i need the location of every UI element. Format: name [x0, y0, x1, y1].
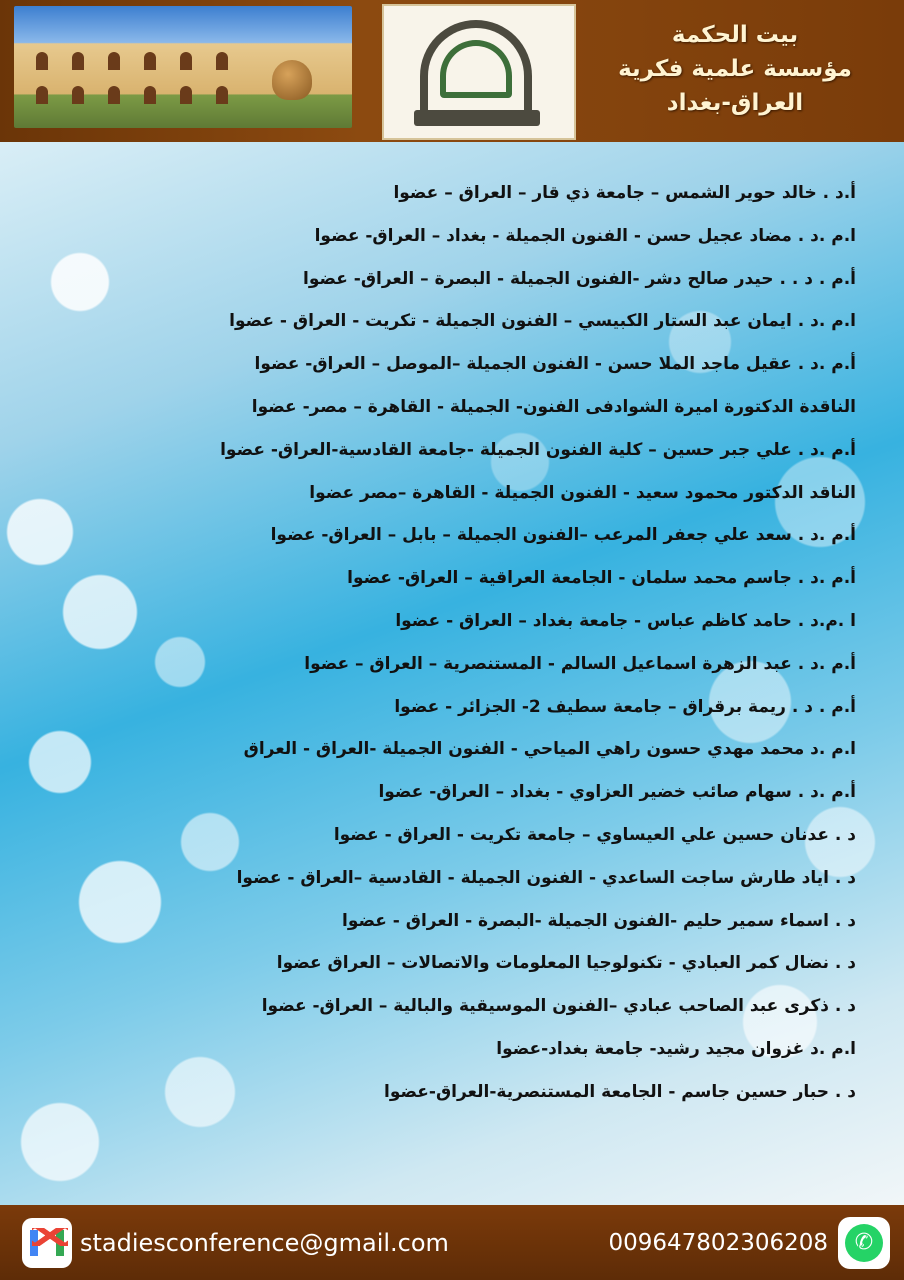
member-item: أ.د . خالد حوير الشمس – جامعة ذي قار – العراق – عضوا: [393, 183, 856, 203]
member-item: أ.م . د . . حيدر صالح دشر -الفنون الجميلة - البصرة – العراق- عضوا: [303, 268, 856, 289]
building-photo: [14, 6, 352, 128]
member-item: أ.م .د . سعد علي جعفر المرعب –الفنون الجميلة – بابل – العراق- عضوا: [270, 525, 856, 546]
phone-number[interactable]: 009647802306208: [608, 1230, 828, 1256]
members-panel: [0, 142, 904, 1205]
member-item: د . عدنان حسين علي العيساوي – جامعة تكريت - العراق - عضوا: [333, 824, 856, 845]
institution-title: [590, 18, 880, 120]
member-item: ا.م .د غزوان مجيد رشيد- جامعة بغداد-عضوا: [496, 1038, 856, 1059]
member-item: أ.م . د . ريمة برقراق – جامعة سطيف 2- الجزائر - عضوا: [394, 696, 856, 717]
sculpture: [272, 60, 312, 100]
member-item: د . نضال كمر العبادي - تكنولوجيا المعلومات والاتصالات – العراق عضوا: [276, 953, 856, 974]
bayt-al-hikma-logo: [382, 4, 576, 140]
member-item: أ.م .د . عقيل ماجد الملا حسن - الفنون الجميلة –الموصل – العراق- عضوا: [254, 354, 856, 375]
member-item: الناقد الدكتور محمود سعيد - الفنون الجميلة - القاهرة –مصر عضوا: [309, 482, 856, 503]
member-item: د . اسماء سمير حليم -الفنون الجميلة -البصرة - العراق - عضوا: [342, 910, 856, 931]
member-item: أ.م .د . جاسم محمد سلمان - الجامعة العراقية – العراق- عضوا: [347, 568, 856, 589]
contact-footer: [0, 1205, 904, 1280]
member-item: د . حبار حسين جاسم - الجامعة المستنصرية-العراق-عضوا: [384, 1081, 856, 1102]
member-item: د . اياد طارش ساجت الساعدي - الفنون الجميلة - القادسية –العراق - عضوا: [236, 867, 856, 888]
member-item: د . ذكرى عبد الصاحب عبادي –الفنون الموسيقية والبالية – العراق- عضوا: [261, 996, 856, 1017]
member-item: أ.م .د . سهام صائب خضير العزاوي - بغداد – العراق- عضوا: [378, 782, 856, 803]
member-item: الناقدة الدكتورة اميرة الشوادفى الفنون- الجميلة - القاهرة – مصر- عضوا: [251, 396, 856, 417]
page-header: [0, 0, 904, 142]
whatsapp-icon[interactable]: ✆: [838, 1217, 890, 1269]
institution-tagline: مؤسسة علمية فكرية: [618, 56, 852, 82]
member-item: ا.م .د محمد مهدي حسون راهي المياحي - الفنون الجميلة -العراق - العراق: [243, 739, 856, 760]
member-item: أ.م .د . عبد الزهرة اسماعيل السالم - المستنصرية – العراق – عضوا: [304, 653, 856, 674]
member-item: ا.م .د . ايمان عبد الستار الكبيسي – الفنون الجميلة - تكريت - العراق - عضوا: [229, 311, 856, 332]
gmail-icon[interactable]: [22, 1218, 72, 1268]
member-item: ا .م.د . حامد كاظم عباس - جامعة بغداد – العراق - عضوا: [395, 610, 856, 631]
email-link[interactable]: stadiesconference@gmail.com: [80, 1229, 449, 1257]
institution-location: العراق-بغداد: [666, 90, 804, 116]
member-item: ا.م .د . مضاد عجيل حسن - الفنون الجميلة - بغداد – العراق- عضوا: [314, 225, 856, 246]
member-item: أ.م .د . علي جبر حسين – كلية الفنون الجميلة -جامعة القادسية-العراق- عضوا: [220, 439, 856, 460]
institution-name: بيت الحكمة: [671, 22, 799, 48]
members-list: [0, 172, 904, 1114]
